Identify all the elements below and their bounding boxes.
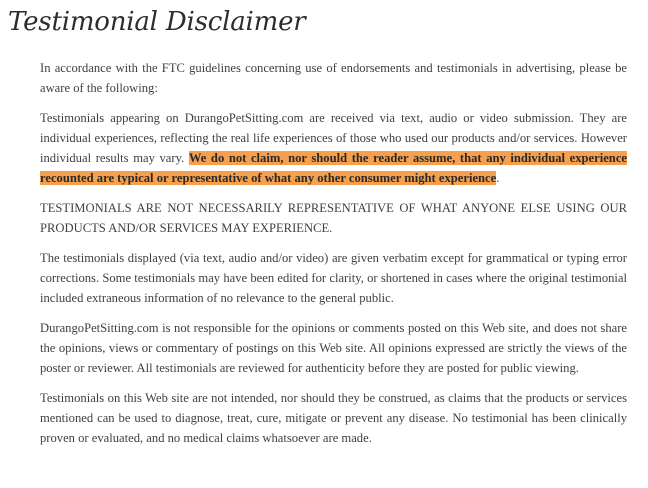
page-title: Testimonial Disclaimer <box>8 7 306 37</box>
paragraph-text: . <box>496 171 500 185</box>
paragraph-not-representative: TESTIMONIALS ARE NOT NECESSARILY REPRESENTATIVE OF WHAT ANYONE ELSE USING OUR PRODUCTS AND/OR SERVICES MAY EXPERIENCE. <box>40 201 627 235</box>
paragraph-text: Testimonials appearing on DurangoPetSitting.com are received via text, audio or video submission. They are individual experiences, reflecting the real life experiences of those who used our products and/or services. However individual results may vary. <box>40 111 627 165</box>
paragraph-verbatim: The testimonials displayed (via text, audio and/or video) are given verbatim except for grammatical or typing error corrections. Some testimonials may have been edited for clarity, or shortened in cases where the original testimonial included extraneous information of no relevance to the general public. <box>40 251 627 305</box>
highlighted-claim-text: We do not claim, nor should the reader assume, that any individual experience recounted are typical or representative of what any other consumer might experience <box>40 151 627 185</box>
paragraph-ftc-intro: In accordance with the FTC guidelines concerning use of endorsements and testimonials in advertising, please be aware of the following: <box>40 61 627 95</box>
paragraph-opinions: DurangoPetSitting.com is not responsible for the opinions or comments posted on this Web site, and does not share the opinions, views or commentary of postings on this Web site. All opinions expressed are strictly the views of the poster or reviewer. All testimonials are reviewed for authenticity before they are posted for public viewing. <box>40 321 627 375</box>
paragraph-medical-claims: Testimonials on this Web site are not intended, nor should they be construed, as claims that the products or services mentioned can be used to diagnose, treat, cure, mitigate or prevent any disease. No testimonial has been clinically proven or evaluated, and no medical claims whatsoever are made. <box>40 391 627 445</box>
paragraph-testimonial-source <box>40 108 627 188</box>
disclaimer-content <box>40 58 627 458</box>
